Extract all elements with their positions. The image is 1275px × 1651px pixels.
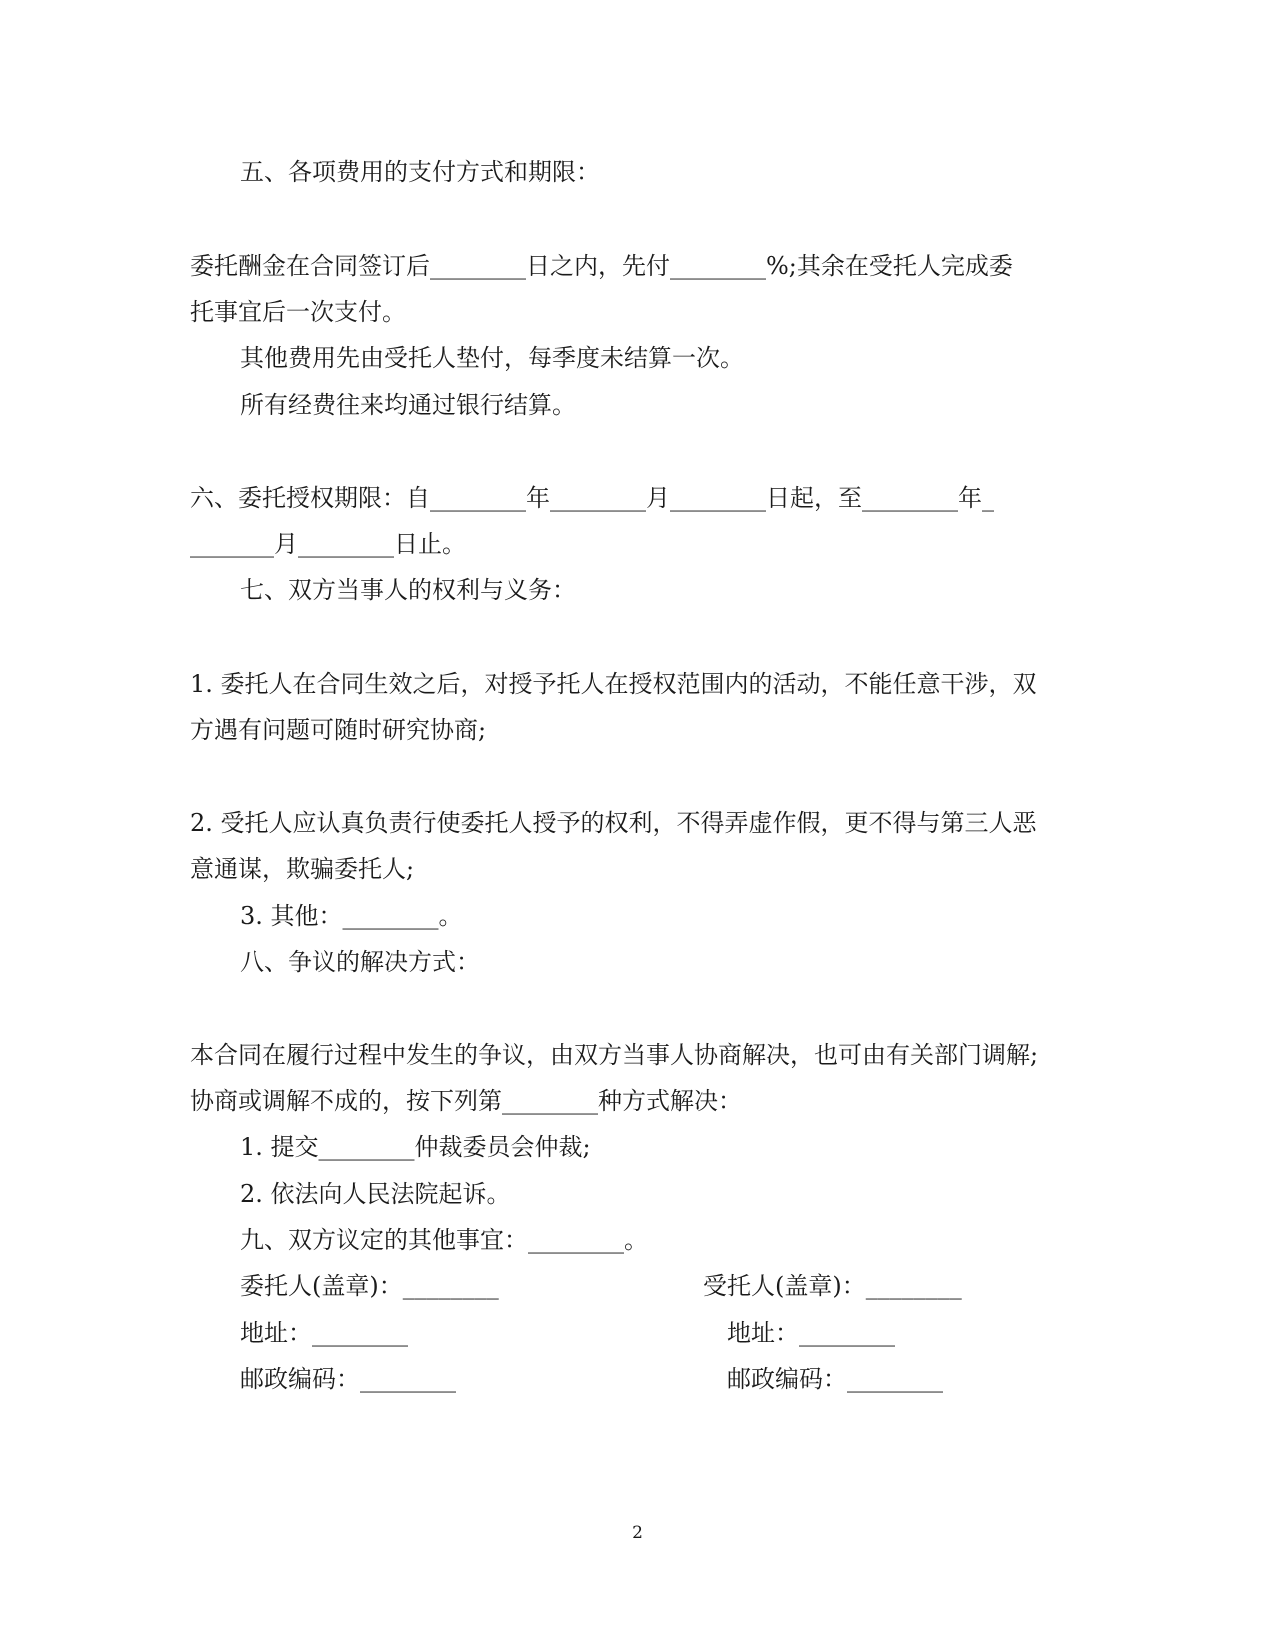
page-number: 2 bbox=[632, 1523, 643, 1543]
section-7-item-1-line-2: 方遇有问题可随时研究协商; bbox=[190, 716, 487, 744]
agent-address-field: 地址：________ bbox=[727, 1319, 895, 1347]
section-6-line-1: 六、委托授权期限：自________年________月________日起，至________年_ bbox=[190, 484, 994, 512]
principal-postcode-field: 邮政编码：________ bbox=[240, 1365, 456, 1393]
section-5-heading: 五、各项费用的支付方式和期限： bbox=[240, 158, 600, 186]
agent-postcode-field: 邮政编码：________ bbox=[727, 1365, 943, 1393]
section-7-item-1-line-1: 1. 委托人在合同生效之后，对授予托人在授权范围内的活动，不能任意干涉，双 bbox=[190, 670, 1037, 698]
agent-seal-field: 受托人(盖章)：________ bbox=[703, 1272, 962, 1300]
principal-address-field: 地址：________ bbox=[240, 1319, 408, 1347]
section-7-heading: 七、双方当事人的权利与义务： bbox=[240, 576, 576, 604]
section-8-paragraph-line-1: 本合同在履行过程中发生的争议，由双方当事人协商解决，也可由有关部门调解; bbox=[190, 1041, 1039, 1069]
section-9: 九、双方议定的其他事宜：________。 bbox=[240, 1226, 648, 1254]
section-5-paragraph-1-line-1: 委托酬金在合同签订后________日之内，先付________%;其余在受托人完成委 bbox=[190, 252, 1013, 280]
section-6-line-2: _______月________日止。 bbox=[190, 530, 466, 558]
section-5-paragraph-1-line-2: 托事宜后一次支付。 bbox=[190, 298, 406, 326]
section-8-heading: 八、争议的解决方式： bbox=[240, 948, 480, 976]
section-8-item-1: 1. 提交________仲裁委员会仲裁; bbox=[240, 1133, 591, 1161]
section-7-item-3: 3. 其他：________。 bbox=[240, 902, 463, 930]
section-7-item-2-line-2: 意通谋，欺骗委托人; bbox=[190, 855, 415, 883]
section-8-paragraph-line-2: 协商或调解不成的，按下列第________种方式解决： bbox=[190, 1087, 742, 1115]
section-7-item-2-line-1: 2. 受托人应认真负责行使委托人授予的权利，不得弄虚作假，更不得与第三人恶 bbox=[190, 809, 1037, 837]
section-5-paragraph-3: 所有经费往来均通过银行结算。 bbox=[240, 391, 576, 419]
section-5-paragraph-2: 其他费用先由受托人垫付，每季度未结算一次。 bbox=[240, 344, 744, 372]
principal-seal-field: 委托人(盖章)：________ bbox=[240, 1272, 499, 1300]
section-8-item-2: 2. 依法向人民法院起诉。 bbox=[240, 1180, 511, 1208]
